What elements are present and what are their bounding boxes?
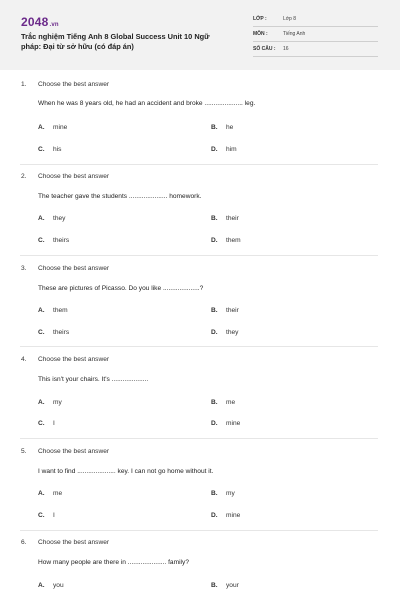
option-letter: A. [38,124,45,131]
option-letter: B. [211,399,218,406]
question-prompt: Choose the best answer [38,539,110,546]
option-a[interactable]: they [53,215,66,222]
question-number: 4. [21,356,27,363]
question-prompt: Choose the best answer [38,265,110,272]
meta-label: LỚP : [253,16,267,22]
question-text: This isn't your chairs. It's .................... [38,376,149,383]
option-c[interactable]: theirs [53,329,70,336]
option-letter: B. [211,307,218,314]
option-letter: B. [211,490,218,497]
option-letter: C. [38,512,45,519]
question-text: These are pictures of Picasso. Do you like ....................? [38,285,204,292]
option-letter: A. [38,215,45,222]
question-number: 5. [21,448,27,455]
option-letter: C. [38,237,45,244]
option-d[interactable]: him [226,146,237,153]
worksheet-header [0,0,400,70]
site-logo[interactable] [21,15,59,29]
option-a[interactable]: mine [53,124,68,131]
option-d[interactable]: mine [226,512,241,519]
meta-label: SỐ CÂU : [253,46,276,52]
option-b[interactable]: he [226,124,234,131]
option-b[interactable]: their [226,215,239,222]
question-divider [20,255,378,256]
option-letter: D. [211,329,218,336]
meta-value: Lớp 8 [283,16,297,22]
option-letter: C. [38,146,45,153]
meta-label: MÔN : [253,31,268,37]
meta-row-class [253,13,378,27]
question-prompt: Choose the best answer [38,356,110,363]
option-letter: A. [38,490,45,497]
question-number: 6. [21,539,27,546]
question-divider [20,530,378,531]
question-number: 2. [21,173,27,180]
option-b[interactable]: their [226,307,239,314]
option-a[interactable]: me [53,490,63,497]
option-c[interactable]: his [53,146,62,153]
option-c[interactable]: I [53,420,55,427]
question-prompt: Choose the best answer [38,81,110,88]
option-letter: D. [211,237,218,244]
option-letter: D. [211,512,218,519]
logo-main: 2048 [21,15,49,29]
option-a[interactable]: my [53,399,62,406]
meta-row-count [253,43,378,57]
page-title: Trắc nghiệm Tiếng Anh 8 Global Success Unit 10 Ngữ pháp: Đại từ sở hữu (có đáp án) [21,32,210,51]
question-prompt: Choose the best answer [38,173,110,180]
question-divider [20,164,378,165]
option-letter: C. [38,329,45,336]
question-number: 1. [21,81,27,88]
option-b[interactable]: me [226,399,236,406]
meta-row-subject [253,28,378,42]
question-prompt: Choose the best answer [38,448,110,455]
option-letter: A. [38,582,45,589]
meta-value: 16 [283,46,289,52]
option-letter: D. [211,420,218,427]
option-letter: D. [211,146,218,153]
option-d[interactable]: they [226,329,239,336]
logo-suffix: .vn [49,22,59,28]
option-letter: A. [38,307,45,314]
option-letter: A. [38,399,45,406]
option-letter: B. [211,124,218,131]
question-text: When he was 8 years old, he had an accident and broke ..................... leg. [38,100,256,107]
option-c[interactable]: I [53,512,55,519]
option-letter: B. [211,215,218,222]
option-b[interactable]: your [226,582,239,589]
question-text: How many people are there in ..................... family? [38,559,189,566]
question-divider [20,346,378,347]
question-text: The teacher gave the students ..................... homework. [38,193,202,200]
question-number: 3. [21,265,27,272]
option-d[interactable]: them [226,237,241,244]
option-b[interactable]: my [226,490,235,497]
option-a[interactable]: you [53,582,64,589]
question-divider [20,438,378,439]
option-a[interactable]: them [53,307,68,314]
question-text: I want to find ..................... key. I can not go home without it. [38,468,214,475]
option-d[interactable]: mine [226,420,241,427]
meta-value: Tiếng Anh [283,31,306,37]
option-c[interactable]: theirs [53,237,70,244]
option-letter: C. [38,420,45,427]
option-letter: B. [211,582,218,589]
